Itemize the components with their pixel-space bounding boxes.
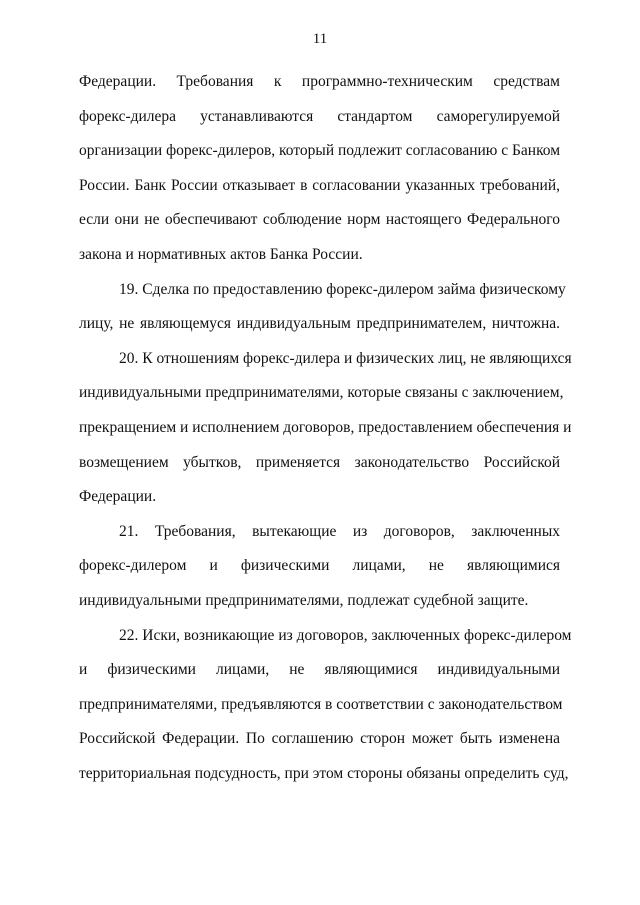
text-line: индивидуальными предпринимателями, которые связаны с заключением,: [79, 384, 564, 402]
text-line: 21. Требования, вытекающие из договоров, заключенных: [119, 522, 560, 540]
text-line: лицу, не являющемуся индивидуальным предпринимателем, ничтожна.: [79, 315, 560, 333]
text-line: Федерации.: [79, 488, 157, 506]
text-line: если они не обеспечивают соблюдение норм настоящего Федерального: [79, 211, 560, 229]
text-line: Российской Федерации. По соглашению сторон может быть изменена: [79, 730, 560, 748]
document-body: [79, 65, 572, 791]
text-line: предпринимателями, предъявляются в соответствии с законодательством: [79, 695, 563, 713]
page-number: 11: [312, 31, 328, 47]
text-line: организации форекс-дилеров, который подлежит согласованию с Банком: [79, 142, 561, 160]
text-line: закона и нормативных актов Банка России.: [79, 245, 363, 263]
paragraph-continuation: [79, 65, 560, 273]
paragraph-22: [79, 619, 572, 792]
paragraph-21: [79, 515, 560, 619]
text-line: форекс-дилером и физическими лицами, не являющимися: [79, 557, 560, 575]
text-line: 19. Сделка по предоставлению форекс-дилером займа физическому: [119, 280, 566, 298]
text-line: Федерации. Требования к программно-техническим средствам: [79, 73, 560, 90]
text-line: возмещением убытков, применяется законодательство Российской: [79, 453, 560, 471]
text-line: форекс-дилера устанавливаются стандартом саморегулируемой: [79, 107, 560, 125]
paragraph-20: [79, 342, 572, 515]
text-line: и физическими лицами, не являющимися индивидуальными: [79, 661, 560, 679]
text-line: прекращением и исполнением договоров, предоставлением обеспечения и: [79, 418, 572, 436]
text-line: России. Банк России отказывает в согласовании указанных требований,: [79, 176, 560, 194]
text-line: территориальная подсудность, при этом стороны обязаны определить суд,: [79, 764, 569, 782]
text-line: 20. К отношениям форекс-дилера и физических лиц, не являющихся: [119, 349, 572, 367]
paragraph-19: [79, 273, 566, 342]
text-line: индивидуальными предпринимателями, подлежат судебной защите.: [79, 591, 529, 609]
text-line: 22. Иски, возникающие из договоров, заключенных форекс-дилером: [119, 626, 572, 644]
